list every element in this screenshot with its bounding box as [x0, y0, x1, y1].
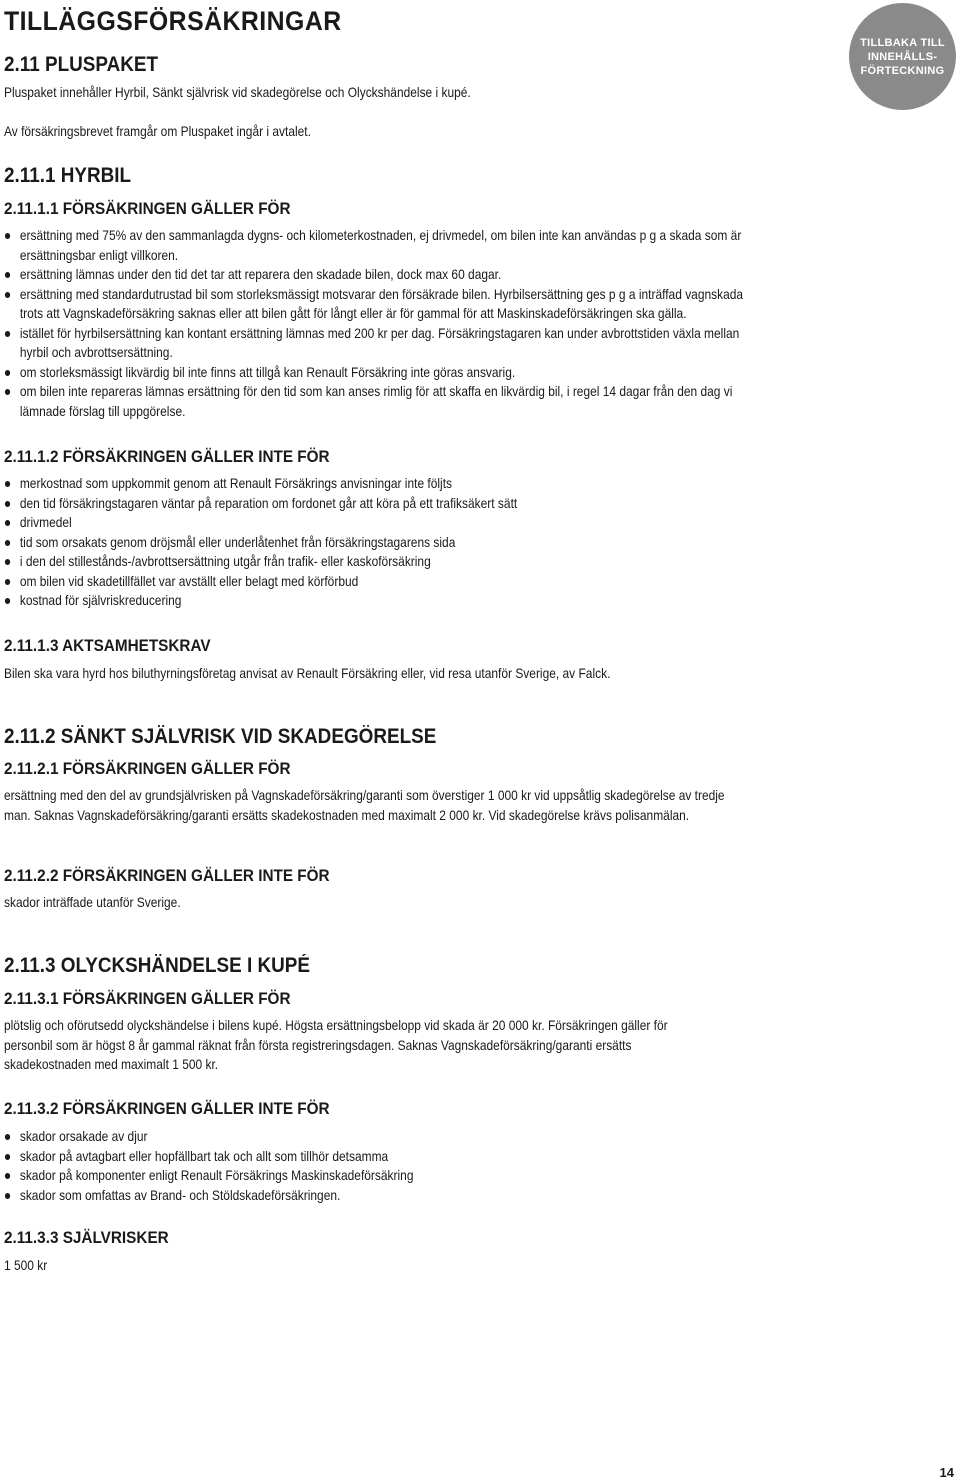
back-button-line-3: FÖRTECKNING — [860, 64, 945, 77]
back-button-line-1: TILLBAKA TILL — [860, 36, 945, 49]
pluspaket-note: Av försäkringsbrevet framgår om Pluspaket ingår i avtalet. — [4, 124, 311, 139]
bullet-icon — [5, 540, 10, 546]
subsection-heading-hyrbil-galler-for: 2.11.1.1 FÖRSÄKRINGEN GÄLLER FÖR — [4, 199, 291, 218]
subsection-heading-hyrbil-galler-inte-for: 2.11.1.2 FÖRSÄKRINGEN GÄLLER INTE FÖR — [4, 447, 330, 466]
list-item: skador på komponenter enligt Renault Försäkrings Maskinskadeförsäkring — [4, 1166, 761, 1186]
sankt-galler-for-text: ersättning med den del av grundsjälvrisken på Vagnskadeförsäkring/garanti som överstiger 1 000 kr vid uppsåtlig skadegörelse av tredje man. Saknas Vagnskadeförsäkring/garanti ersätts skadekostnaden med maximalt 2 000 kr. Vid skadegörelse krävs polisanmälan. — [4, 788, 725, 823]
bullet-icon — [5, 598, 10, 604]
list-item: i den del stillestånds-/avbrottsersättning utgår från trafik- eller kaskoförsäkring — [4, 552, 761, 572]
pluspaket-intro: Pluspaket innehåller Hyrbil, Sänkt självrisk vid skadegörelse och Olyckshändelse i kupé. — [4, 85, 471, 100]
back-to-toc-button[interactable] — [849, 3, 956, 110]
sjalvrisker-text: 1 500 kr — [4, 1258, 48, 1273]
list-item: den tid försäkringstagaren väntar på reparation om fordonet går att köra på ett trafiksäkert sätt — [4, 494, 761, 514]
bullet-icon — [5, 233, 10, 239]
list-item: kostnad för självriskreducering — [4, 591, 761, 611]
hyrbil-galler-inte-for-list — [4, 474, 761, 611]
bullet-icon — [5, 579, 10, 585]
bullet-icon — [5, 272, 10, 278]
bullet-icon — [5, 501, 10, 507]
olycks-galler-inte-for-list — [4, 1127, 761, 1205]
list-item: ersättning lämnas under den tid det tar att reparera den skadade bilen, dock max 60 dagar. — [4, 265, 761, 285]
bullet-icon — [5, 1134, 10, 1140]
list-item: om bilen vid skadetillfället var avställt eller belagt med körförbud — [4, 572, 761, 592]
list-item: ersättning med standardutrustad bil som storleksmässigt motsvarar den försäkrade bilen. Hyrbilsersättning ges p g a inträffad vagnskada trots att Vagnskadeförsäkring saknas eller att bilen gått för långt eller är för gammal för att Maskinskadeförsäkringen ska gälla. — [4, 285, 761, 324]
list-item: skador som omfattas av Brand- och Stöldskadeförsäkringen. — [4, 1186, 761, 1206]
bullet-icon — [5, 292, 10, 298]
subsection-heading-olycks-galler-inte-for: 2.11.3.2 FÖRSÄKRINGEN GÄLLER INTE FÖR — [4, 1099, 330, 1118]
list-item: om bilen inte repareras lämnas ersättning för den tid som kan anses rimlig för att skaffa en likvärdig bil, i regel 14 dagar från den dag vi lämnade förslag till uppgörelse. — [4, 382, 761, 421]
subsection-heading-sjalvrisker: 2.11.3.3 SJÄLVRISKER — [4, 1228, 169, 1247]
bullet-icon — [5, 559, 10, 565]
list-item: ersättning med 75% av den sammanlagda dygns- och kilometerkostnaden, ej drivmedel, om bilen inte kan användas p g a skada som är ersättningsbar enligt villkoren. — [4, 226, 761, 265]
bullet-icon — [5, 370, 10, 376]
section-heading-hyrbil: 2.11.1 HYRBIL — [4, 164, 132, 187]
section-heading-olyckshandelse: 2.11.3 OLYCKSHÄNDELSE I KUPÉ — [4, 954, 310, 977]
subsection-heading-sankt-galler-inte-for: 2.11.2.2 FÖRSÄKRINGEN GÄLLER INTE FÖR — [4, 866, 330, 885]
list-item: skador orsakade av djur — [4, 1127, 761, 1147]
list-item: drivmedel — [4, 513, 761, 533]
bullet-icon — [5, 481, 10, 487]
subsection-heading-olycks-galler-for: 2.11.3.1 FÖRSÄKRINGEN GÄLLER FÖR — [4, 989, 291, 1008]
list-item: merkostnad som uppkommit genom att Renault Försäkrings anvisningar inte följts — [4, 474, 761, 494]
subsection-heading-aktsamhetskrav: 2.11.1.3 AKTSAMHETSKRAV — [4, 636, 211, 655]
list-item: istället för hyrbilsersättning kan kontant ersättning lämnas med 200 kr per dag. Försäkringstagaren kan under avbrottstiden växla mellan hyrbil och avbrottsersättning. — [4, 324, 761, 363]
list-item: om storleksmässigt likvärdig bil inte finns att tillgå kan Renault Försäkring inte göras ansvarig. — [4, 363, 761, 383]
bullet-icon — [5, 331, 10, 337]
list-item: tid som orsakats genom dröjsmål eller underlåtenhet från försäkringstagarens sida — [4, 533, 761, 553]
bullet-icon — [5, 1173, 10, 1179]
back-button-line-2: INNEHÅLLS- — [867, 50, 938, 63]
page-title: TILLÄGGSFÖRSÄKRINGAR — [4, 6, 342, 36]
hyrbil-galler-for-list — [4, 226, 761, 421]
section-heading-pluspaket: 2.11 PLUSPAKET — [4, 53, 159, 76]
page-number: 14 — [939, 1465, 954, 1480]
sankt-galler-inte-for-text: skador inträffade utanför Sverige. — [4, 895, 181, 910]
list-item: skador på avtagbart eller hopfällbart tak och allt som tillhör detsamma — [4, 1147, 761, 1167]
section-heading-sankt-sjalvrisk: 2.11.2 SÄNKT SJÄLVRISK VID SKADEGÖRELSE — [4, 725, 437, 748]
bullet-icon — [5, 1154, 10, 1160]
bullet-icon — [5, 1193, 10, 1199]
bullet-icon — [5, 520, 10, 526]
bullet-icon — [5, 389, 10, 395]
subsection-heading-sankt-galler-for: 2.11.2.1 FÖRSÄKRINGEN GÄLLER FÖR — [4, 759, 291, 778]
aktsamhetskrav-text: Bilen ska vara hyrd hos biluthyrningsföretag anvisat av Renault Försäkring eller, vid resa utanför Sverige, av Falck. — [4, 666, 611, 681]
olycks-galler-for-text: plötslig och oförutsedd olyckshändelse i bilens kupé. Högsta ersättningsbelopp vid skada är 20 000 kr. Försäkringen gäller för personbil som är högst 8 år gammal räknat från första registreringsdagen. Saknas Vagnskadeförsäkring/garanti ersätts skadekostnaden med maximalt 1 500 kr. — [4, 1018, 668, 1072]
